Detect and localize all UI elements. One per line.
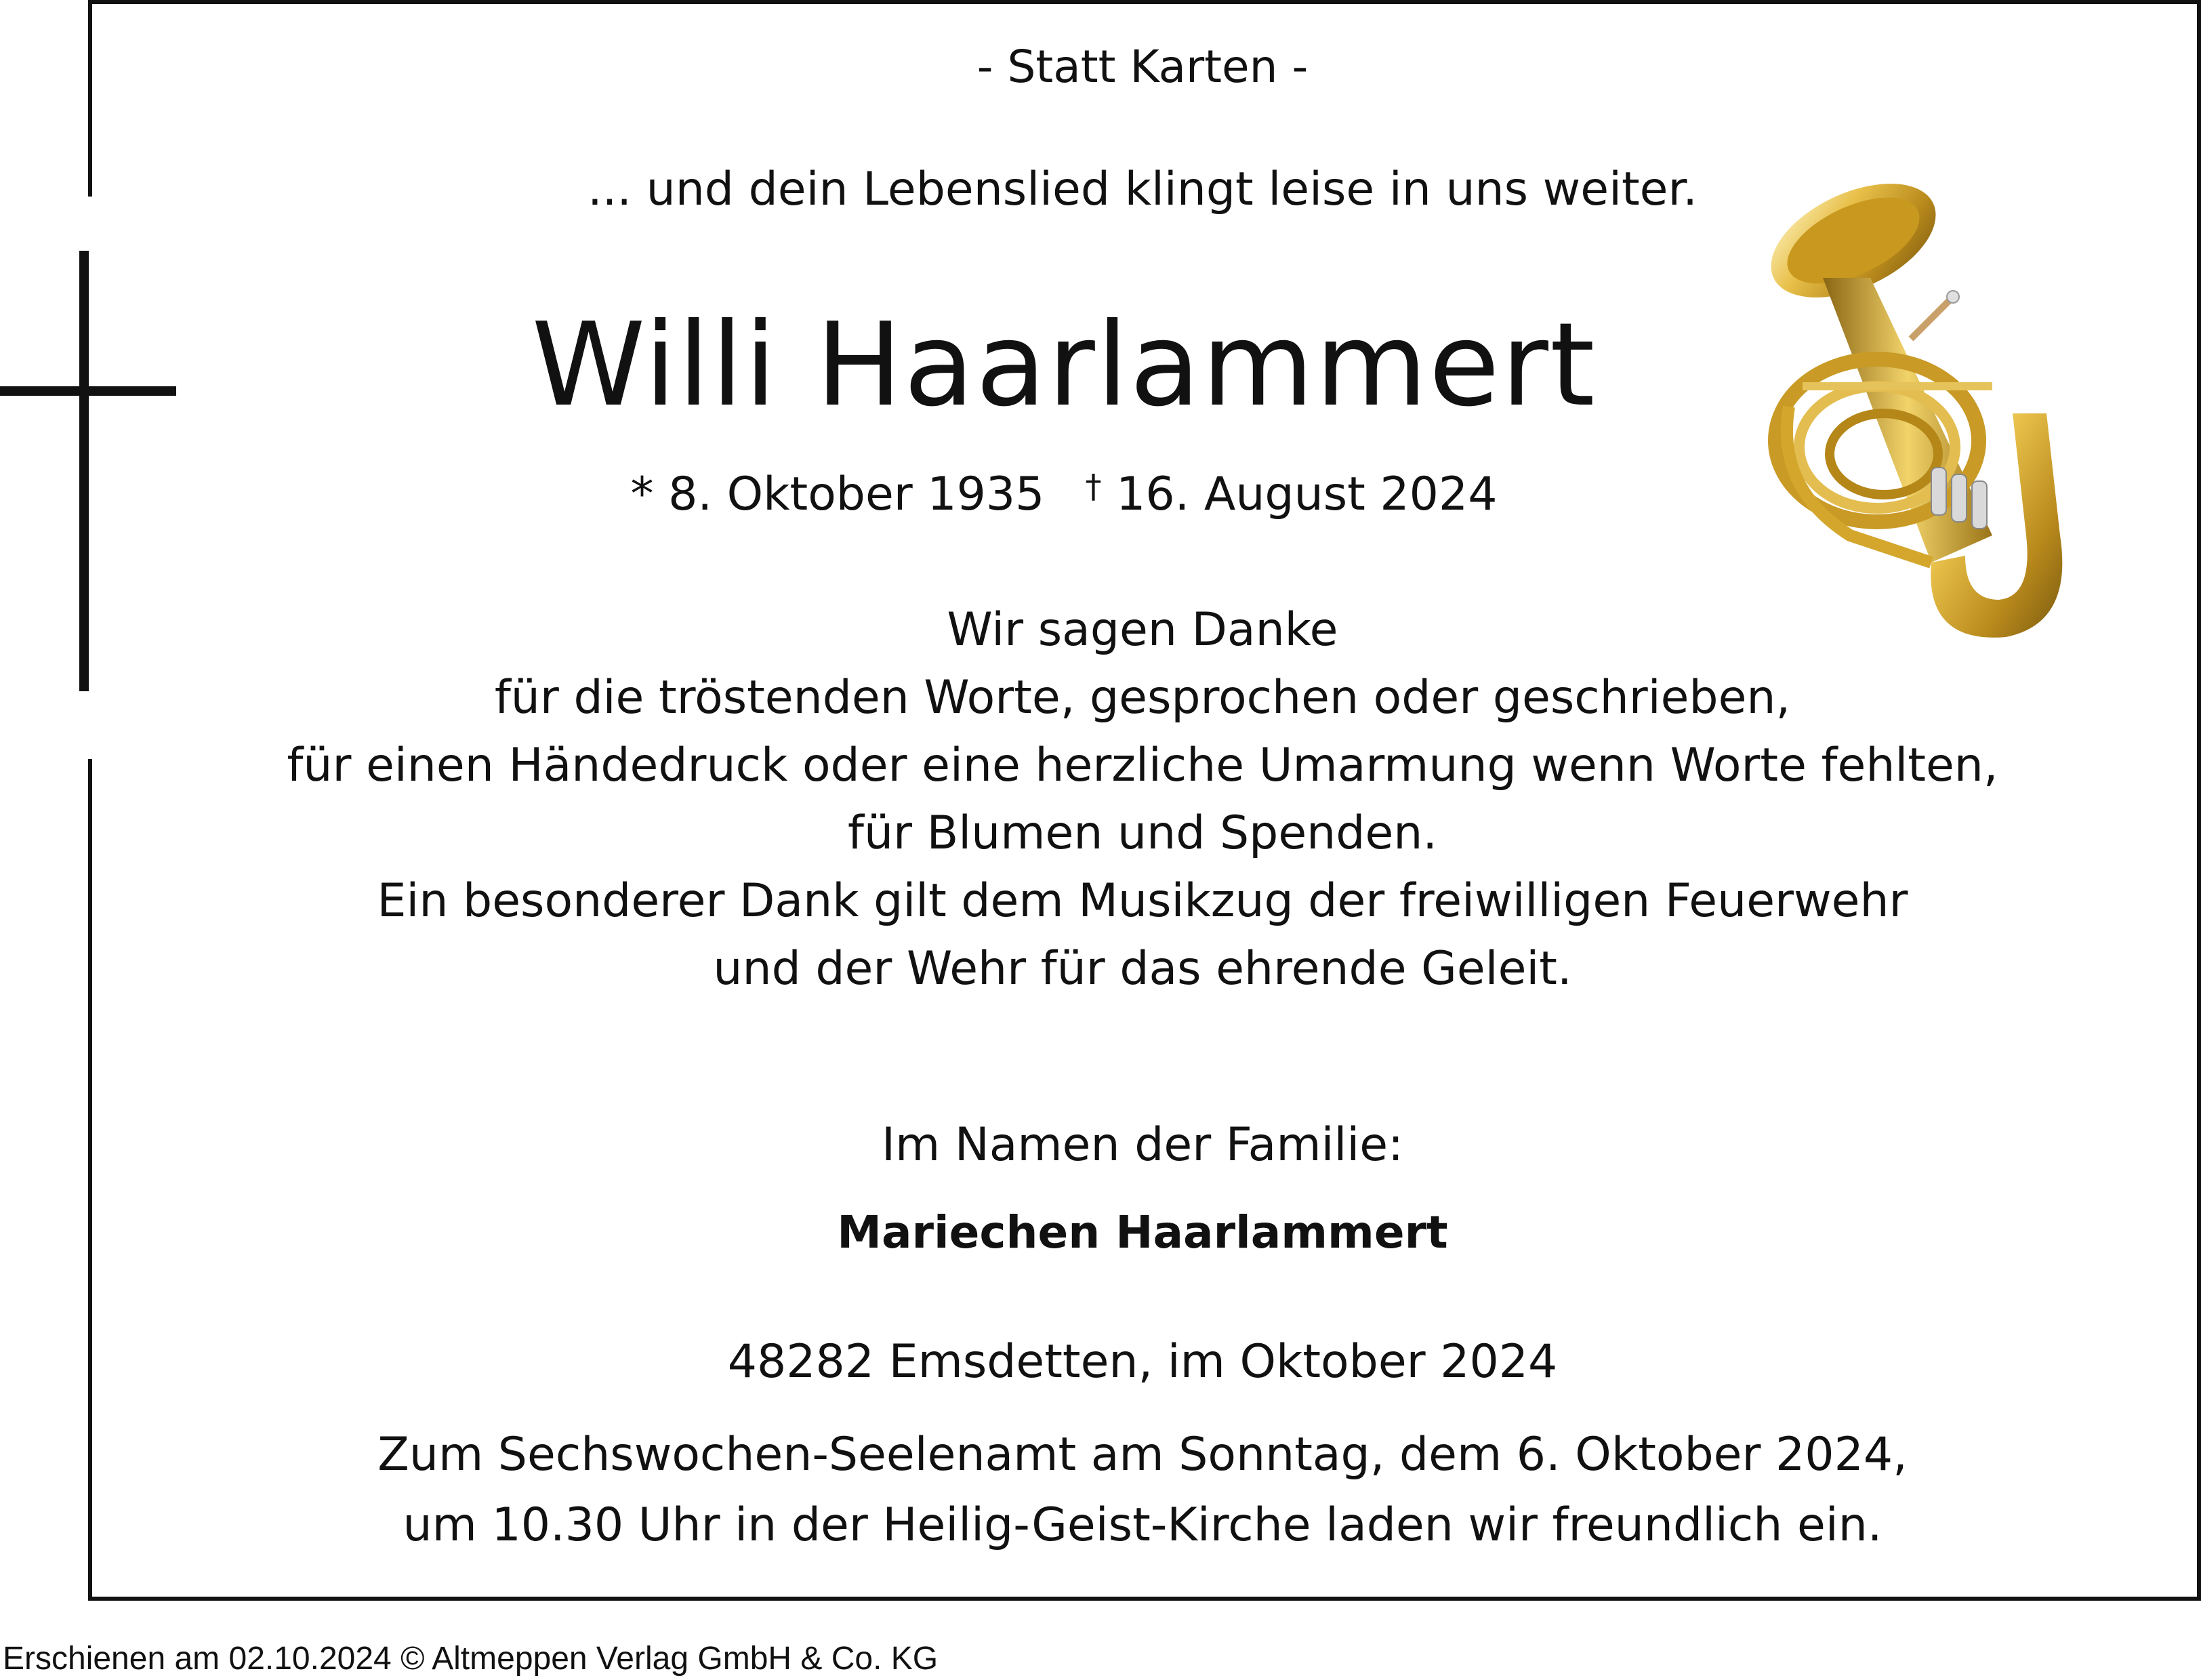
place-date: 48282 Emsdetten, im Oktober 2024: [727, 1335, 1558, 1389]
frame-bottom-border: [88, 1597, 2201, 1601]
publication-footer: Erschienen am 02.10.2024 © Altmeppen Verlag GmbH & Co. KG: [3, 1641, 939, 1677]
service-line: Zum Sechswochen-Seelenamt am Sonntag, dem 6. Oktober 2024,: [377, 1428, 1908, 1481]
motto-line: ... und dein Lebenslied klingt leise in uns weiter.: [588, 163, 1698, 216]
birth-date: * 8. Oktober 1935: [630, 468, 1045, 521]
thanks-line: für die tröstenden Worte, gesprochen oder geschrieben,: [494, 671, 1791, 724]
frame-right-border: [2197, 0, 2201, 1601]
thanks-line: Ein besonderer Dank gilt dem Musikzug der freiwilligen Feuerwehr: [377, 874, 1908, 928]
family-label: Im Namen der Familie:: [881, 1118, 1403, 1172]
service-notice: [88, 1420, 2197, 1561]
service-line: um 10.30 Uhr in der Heilig-Geist-Kirche laden wir freundlich ein.: [403, 1498, 1883, 1552]
death-date: 16. August 2024: [1116, 468, 1498, 521]
thanks-paragraph: [88, 596, 2197, 1003]
header-statt-karten: - Statt Karten -: [976, 41, 1309, 93]
deceased-name: Willi Haarlammert: [531, 298, 1597, 432]
frame-top-border: [88, 0, 2197, 4]
thanks-line: für einen Händedruck oder eine herzliche Umarmung wenn Worte fehlten,: [287, 739, 1998, 792]
thanks-line: für Blumen und Spenden.: [848, 806, 1437, 860]
thanks-line: Wir sagen Danke: [947, 603, 1338, 657]
death-symbol: †: [1085, 468, 1102, 506]
thanks-line: und der Wehr für das ehrende Geleit.: [713, 942, 1572, 996]
life-dates: [88, 468, 2040, 521]
signer-name: Mariechen Haarlammert: [837, 1206, 1448, 1258]
